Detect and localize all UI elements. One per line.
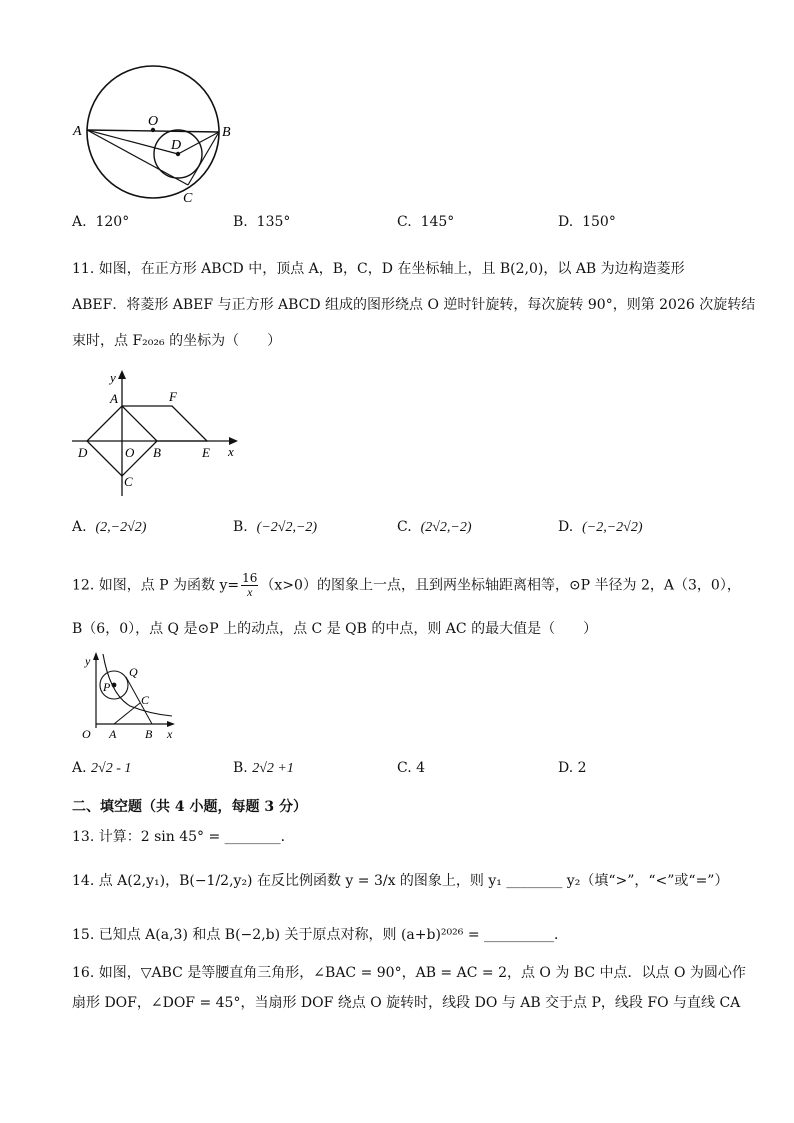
label-o: O (125, 445, 135, 460)
q12-choice-c[interactable]: C. 4 (397, 760, 426, 776)
q12-figure (76, 648, 186, 744)
label-q: Q (129, 665, 138, 679)
q12-choice-a[interactable]: A. 2√2 - 1 (72, 760, 132, 776)
q11-choice-a[interactable]: A. (2,−2√2) (72, 519, 147, 535)
label-b: B (153, 445, 161, 460)
label-a: A (109, 727, 117, 741)
label-o: O (82, 727, 91, 741)
q16-line2: 扇形 DOF，∠DOF = 45°，当扇形 DOF 绕点 O 旋转时，线段 DO 与 AB 交于点 P，线段 FO 与直线 CA (72, 995, 741, 1011)
q10-choice-d[interactable]: D. 150° (558, 214, 616, 230)
q14-text: 14. 点 A(2,y₁)，B(−1/2,y₂) 在反比例函数 y = 3/x 的图象上，则 y₁ ________ y₂（填“>”，“<”或“=”） (72, 873, 729, 889)
label-a: A (73, 124, 82, 139)
q12-choice-d[interactable]: D. 2 (558, 760, 587, 776)
q11-choice-c[interactable]: C. (2√2,−2) (397, 519, 472, 535)
q12-choice-b[interactable]: B. 2√2 +1 (233, 760, 294, 776)
label-x: x (167, 727, 173, 741)
label-c: C (183, 191, 193, 206)
label-y: y (110, 370, 116, 385)
label-c: C (124, 474, 133, 489)
label-x: x (228, 444, 234, 459)
q10-choice-c[interactable]: C. 145° (397, 214, 455, 230)
q11-choice-d[interactable]: D. (−2,−2√2) (558, 519, 643, 535)
q11-stem-line1: 11. 如图，在正方形 ABCD 中，顶点 A，B，C，D 在坐标轴上，且 B(2,0)，以 AB 为边构造菱形 (72, 261, 685, 277)
label-b: B (145, 727, 153, 741)
label-d: D (171, 138, 182, 153)
label-c: C (141, 693, 150, 707)
fraction: $\frac{16}{x}$ (242, 571, 258, 599)
label-o: O (148, 114, 159, 129)
label-f: F (169, 389, 177, 404)
label-d: D (78, 445, 88, 460)
label-y: y (85, 654, 91, 668)
q11-stem-line2: ABEF．将菱形 ABEF 与正方形 ABCD 组成的图形绕点 O 逆时针旋转，每次旋转 90°，则第 2026 次旋转结 (72, 297, 756, 313)
q10-choice-a[interactable]: A. 120° (72, 214, 130, 230)
label-p: P (103, 680, 111, 694)
q11-choice-b[interactable]: B. (−2√2,−2) (233, 519, 318, 535)
q11-figure (66, 366, 246, 506)
rhombus-abef (122, 406, 207, 441)
q11-stem-line3: 束时，点 F₂₀₂₆ 的坐标为（ ） (72, 333, 282, 349)
y-axis-arrow (93, 652, 99, 660)
q12-stem-line1: 12. 如图，点 P 为函数 y= $\frac{16}{x}$ （x>0）的图象上一点，且到两坐标轴距离相等，⊙P 半径为 2，A（3，0）， (72, 571, 741, 599)
point-p (112, 683, 117, 688)
q10-figure (66, 58, 246, 208)
label-e: E (202, 445, 210, 460)
y-axis-arrow (118, 370, 126, 379)
label-a: A (110, 391, 118, 406)
q16-line1: 16. 如图，▽ABC 是等腰直角三角形，∠BAC = 90°，AB = AC = 2，点 O 为 BC 中点．以点 O 为圆心作 (72, 965, 746, 981)
section-heading: 二、填空题（共 4 小题，每题 3 分） (72, 799, 307, 815)
q15-text: 15. 已知点 A(a,3) 和点 B(−2,b) 关于原点对称，则 (a+b)²⁰²⁶ = __________． (72, 927, 569, 943)
label-b: B (222, 125, 231, 140)
q12-stem-line2: B（6，0），点 Q 是⊙P 上的动点，点 C 是 QB 的中点，则 AC 的最大值是（ ） (72, 621, 598, 637)
segment-ac (114, 703, 140, 724)
q10-choice-b[interactable]: B. 135° (233, 214, 291, 230)
q13-text: 13. 计算：2 sin 45° = ________． (72, 829, 295, 845)
